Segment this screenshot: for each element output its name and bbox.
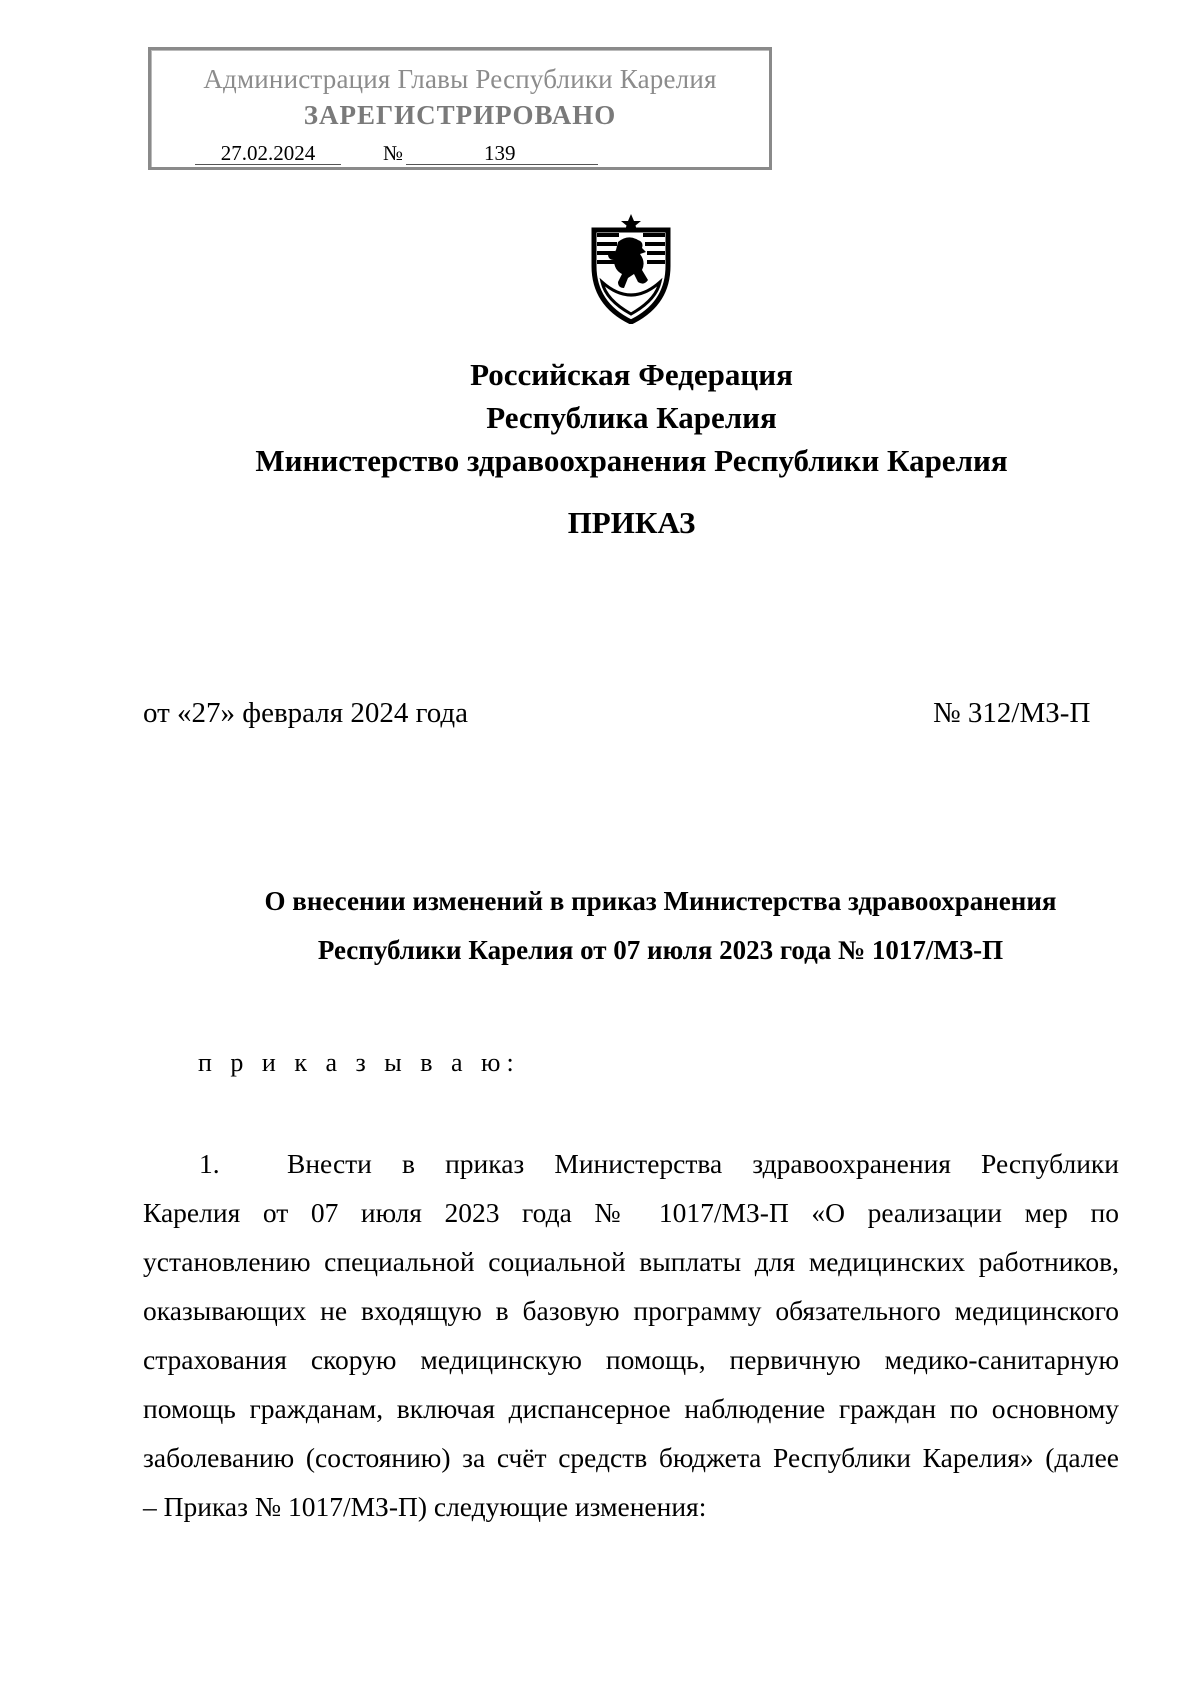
- stamp-status: ЗАРЕГИСТРИРОВАНО: [303, 100, 617, 130]
- stamp-date: 27.02.2024: [195, 142, 341, 165]
- line-text: Внести в приказ Министерства здравоохранения Республики: [287, 1148, 1119, 1179]
- order-date: от «27» февраля 2024 года: [143, 697, 469, 729]
- paragraph-line: помощь гражданам, включая диспансерное наблюдение граждан по основному: [143, 1393, 1119, 1424]
- paragraph-line: страхования скорую медицинскую помощь, первичную медико-санитарную: [143, 1344, 1119, 1375]
- header-country: Российская Федерация: [470, 357, 793, 392]
- paragraph-line: заболеванию (состоянию) за счёт средств бюджета Республики Карелия» (далее: [143, 1442, 1119, 1473]
- subject-line-2: Республики Карелия от 07 июля 2023 года № 1017/МЗ-П: [317, 935, 1004, 965]
- order-number: № 312/МЗ-П: [933, 697, 1091, 729]
- paragraph-line: установлению специальной социальной выплаты для медицинских работников,: [143, 1246, 1119, 1277]
- stamp-number-field: [406, 142, 598, 165]
- paragraph-line: оказывающих не входящую в базовую программу обязательного медицинского: [143, 1295, 1119, 1326]
- registration-stamp: [148, 47, 772, 170]
- header-ministry: Министерство здравоохранения Республики Карелия: [255, 443, 1008, 478]
- order-word: п р и к а з ы в а ю:: [198, 1048, 520, 1077]
- header-republic: Республика Карелия: [486, 400, 777, 435]
- paragraph-1: [143, 1139, 1119, 1531]
- document-type: ПРИКАЗ: [567, 505, 696, 540]
- stamp-number-sign: №: [383, 141, 404, 165]
- stamp-number: 139: [484, 141, 516, 165]
- paragraph-line: [143, 1139, 1119, 1188]
- stamp-organization: Администрация Главы Республики Карелия: [203, 64, 717, 94]
- paragraph-line: – Приказ № 1017/МЗ-П) следующие изменения:: [143, 1491, 707, 1522]
- subject-line-1: О внесении изменений в приказ Министерства здравоохранения: [264, 886, 1057, 916]
- paragraph-line: Карелия от 07 июля 2023 года № 1017/МЗ-П «О реализации мер по: [143, 1197, 1119, 1228]
- karelia-coat-of-arms-icon: [588, 212, 674, 324]
- item-number: 1.: [199, 1148, 220, 1179]
